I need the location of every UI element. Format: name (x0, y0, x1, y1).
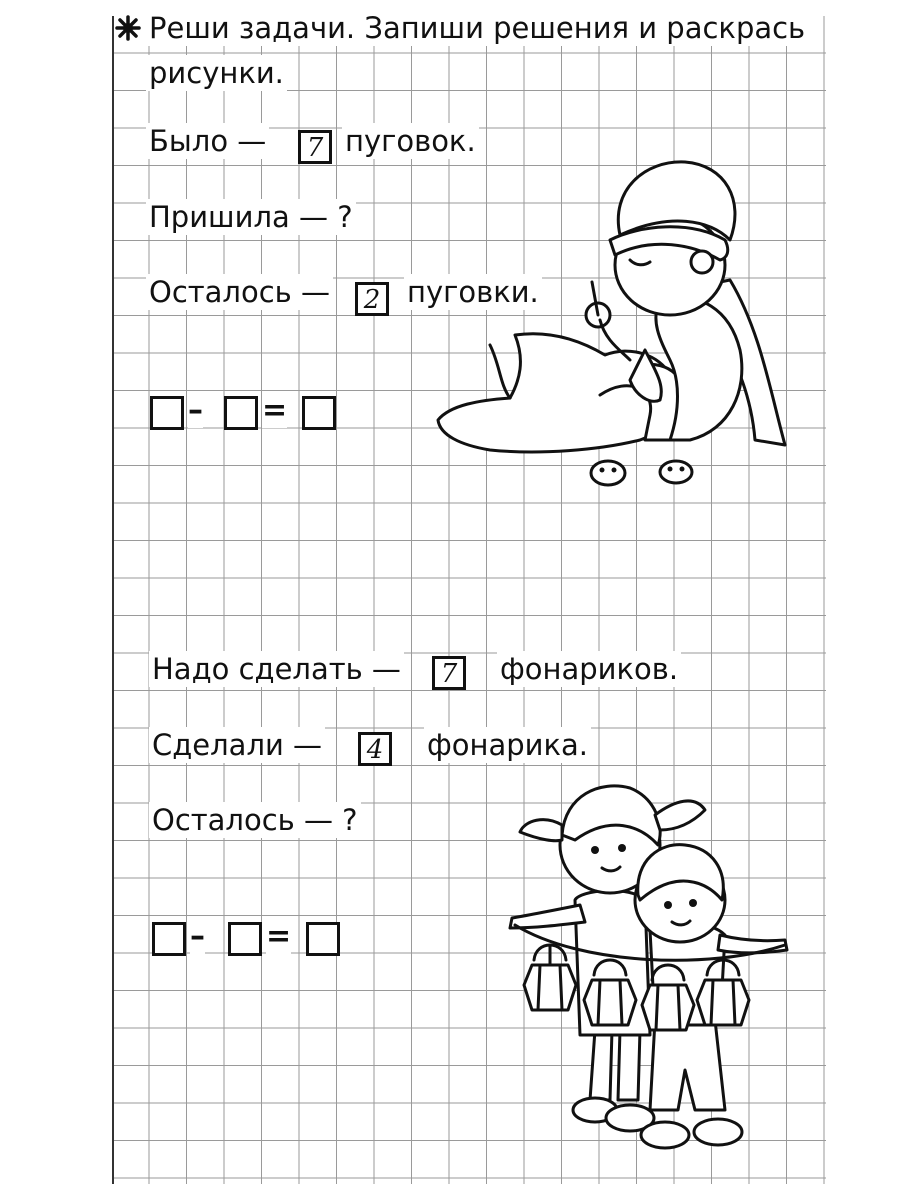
sewed-label: Пришила — ? (146, 199, 356, 235)
instruction-line-2: рисунки. (146, 55, 287, 91)
answer-box-2[interactable] (224, 396, 258, 430)
answer-box-3[interactable] (302, 396, 336, 430)
left-label-2: Осталось — ? (149, 802, 361, 838)
star-icon (114, 14, 142, 42)
made-unit: фонарика. (424, 727, 591, 763)
had-value-box: 7 (298, 130, 332, 164)
equals-sign-2: = (266, 919, 292, 954)
made-value-box: 4 (358, 732, 392, 766)
made-label: Сделали — (149, 727, 325, 763)
left-unit: пуговки. (404, 274, 542, 310)
instruction-line-1: Реши задачи. Запиши решения и раскрась (146, 10, 808, 46)
margin-line (112, 16, 114, 1184)
left-value-box: 2 (355, 282, 389, 316)
girls-with-lanterns-illustration (500, 770, 800, 1170)
had-unit: пуговок. (342, 123, 479, 159)
answer-box-5[interactable] (228, 922, 262, 956)
minus-sign-2: – (190, 919, 205, 954)
answer-box-1[interactable] (150, 396, 184, 430)
answer-box-4[interactable] (152, 922, 186, 956)
answer-box-6[interactable] (306, 922, 340, 956)
minus-sign: – (188, 393, 203, 428)
left-label: Осталось — (146, 274, 333, 310)
sewing-girl-illustration (430, 140, 800, 500)
need-value-box: 7 (432, 656, 466, 690)
need-unit: фонариков. (497, 651, 681, 687)
need-label: Надо сделать — (149, 651, 404, 687)
had-label: Было — (146, 123, 269, 159)
equals-sign: = (262, 393, 288, 428)
